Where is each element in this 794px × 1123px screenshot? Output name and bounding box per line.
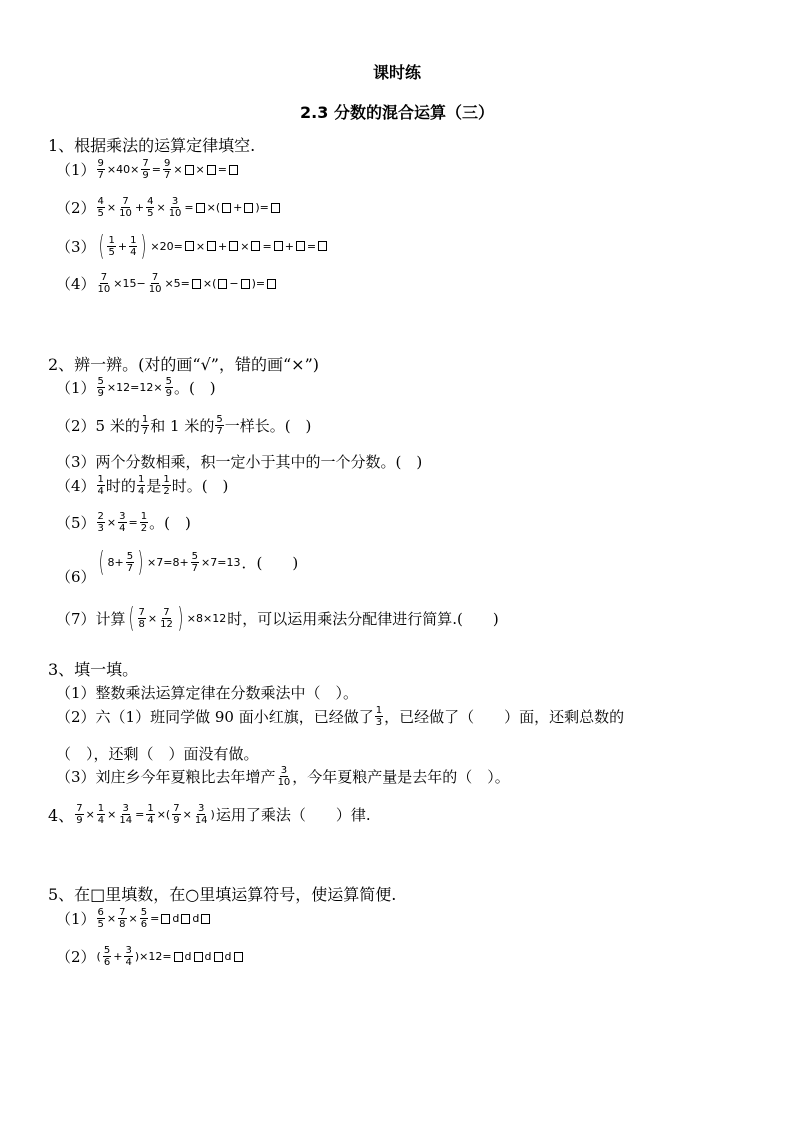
fraction: $\frac{4}{5}$ bbox=[97, 196, 104, 219]
fraction: $\frac{7}{8}$ bbox=[119, 907, 126, 930]
math-text: 运用了乘法（ ）律. bbox=[215, 806, 371, 824]
math-text: × bbox=[182, 808, 192, 821]
item-label: （3） bbox=[56, 237, 96, 256]
fraction: $\frac{7}{8}$ bbox=[138, 606, 145, 630]
math-text: 两个分数相乘，积一定小于其中的一个分数。( ) bbox=[95, 453, 423, 471]
math-text: ×5= bbox=[164, 277, 190, 290]
fraction: 1 3 bbox=[375, 705, 383, 728]
math-text: × bbox=[107, 808, 117, 821]
blank-box[interactable] bbox=[161, 914, 170, 924]
section-5-heading: 5、在□里填数，在○里填运算符号，使运算简便. bbox=[48, 885, 397, 904]
math-text: )= bbox=[255, 201, 269, 214]
math-text: （7） bbox=[56, 609, 96, 628]
math-text: ×7=13 bbox=[201, 555, 241, 569]
math-text: 时，可以运用乘法分配律进行简算.( ) bbox=[227, 609, 499, 628]
s2-item-2 bbox=[56, 414, 311, 437]
math-text: 六（1）班同学做 90 面小红旗，已经做了 bbox=[95, 708, 374, 726]
math-text: 整数乘法运算定律在分数乘法中（ ）。 bbox=[95, 684, 359, 702]
math-text: + bbox=[218, 239, 228, 253]
fraction: $\frac{9}{7}$ bbox=[97, 158, 104, 181]
blank-box[interactable] bbox=[274, 241, 283, 251]
section-1-heading: 1、根据乘法的运算定律填空. bbox=[48, 136, 256, 155]
fraction: 5 7 bbox=[216, 414, 223, 437]
fraction: $\frac{7}{9}$ bbox=[76, 803, 83, 826]
section-3-heading: 3、填一填。 bbox=[48, 660, 139, 679]
blank-box[interactable] bbox=[214, 952, 223, 962]
section-4 bbox=[48, 803, 371, 826]
item-label: （2） bbox=[56, 199, 96, 217]
s3-item-2-cont bbox=[56, 743, 259, 764]
fraction: $\frac{5}{7}$ bbox=[191, 550, 199, 574]
fraction: $\frac{6}{5}$ bbox=[97, 907, 104, 930]
math-text: ×( bbox=[202, 277, 217, 290]
blank-box[interactable] bbox=[185, 165, 194, 175]
math-text: × bbox=[240, 239, 250, 253]
math-text: + bbox=[113, 950, 123, 963]
math-text: ×( bbox=[156, 808, 171, 821]
fraction: $\frac{7}{9}$ bbox=[142, 158, 149, 181]
math-text: （2） bbox=[56, 417, 96, 435]
math-text: 4、 bbox=[48, 806, 75, 825]
math-text: × bbox=[106, 912, 117, 925]
math-text: × bbox=[195, 163, 205, 176]
math-text: = bbox=[150, 912, 160, 925]
s2-item-6 bbox=[56, 545, 299, 586]
math-text: − bbox=[229, 277, 239, 290]
fraction: $\frac{1}{2}$ bbox=[140, 511, 148, 534]
fraction: 3 10 bbox=[277, 765, 291, 788]
s2-item-5 bbox=[56, 511, 191, 534]
math-text: ) bbox=[210, 808, 215, 821]
blank-box[interactable] bbox=[296, 241, 305, 251]
math-text: ( bbox=[98, 545, 104, 578]
s2-item-3 bbox=[56, 451, 422, 472]
blank-box[interactable] bbox=[267, 279, 276, 289]
math-text: ．( ) bbox=[241, 553, 299, 572]
blank-box[interactable] bbox=[174, 952, 183, 962]
blank-box[interactable] bbox=[234, 952, 243, 962]
math-text: ×40× bbox=[106, 163, 140, 176]
math-text: )×12= bbox=[134, 950, 172, 963]
fraction: $\frac{1}{4}$ bbox=[97, 803, 105, 826]
s1-item-2 bbox=[56, 196, 281, 219]
fraction: $\frac{5}{7}$ bbox=[126, 550, 134, 574]
math-text: 。( ) bbox=[149, 514, 191, 532]
math-text: 和 1 米的 bbox=[150, 417, 215, 435]
math-text: （4） bbox=[56, 477, 96, 495]
math-text: （2） bbox=[56, 708, 96, 726]
s5-item-1 bbox=[56, 907, 211, 930]
fraction: 1 4 bbox=[97, 474, 104, 497]
blank-box[interactable] bbox=[181, 914, 190, 924]
math-text: 。( ) bbox=[173, 379, 216, 397]
fraction: 1 5 bbox=[108, 234, 115, 258]
math-text: ，已经做了（ ）面，还剩总数的 bbox=[384, 708, 625, 726]
math-text: ×( bbox=[206, 201, 221, 214]
item-label: （4） bbox=[56, 275, 96, 293]
blank-box[interactable] bbox=[244, 203, 253, 213]
math-text: ×15− bbox=[113, 277, 146, 290]
blank-box[interactable] bbox=[194, 952, 203, 962]
fraction: $\frac{3}{10}$ bbox=[168, 196, 182, 219]
math-text: d bbox=[204, 950, 212, 963]
fraction: $\frac{1}{4}$ bbox=[147, 803, 154, 826]
fraction: $\frac{3}{14}$ bbox=[119, 803, 133, 826]
fraction: 1 2 bbox=[163, 474, 170, 497]
math-text: × bbox=[128, 912, 138, 925]
math-text: d bbox=[184, 950, 192, 963]
fraction: $\frac{9}{7}$ bbox=[163, 158, 171, 181]
math-text: ) bbox=[177, 601, 184, 634]
fraction: $\frac{5}{6}$ bbox=[140, 907, 148, 930]
math-text: 5 米的 bbox=[95, 417, 140, 435]
fraction: 1 7 bbox=[141, 414, 149, 437]
math-text: × bbox=[173, 163, 183, 176]
math-text: + bbox=[117, 239, 128, 253]
math-text: × bbox=[106, 516, 117, 529]
fraction: $\frac{5}{9}$ bbox=[97, 376, 104, 399]
math-text: （3） bbox=[56, 768, 96, 786]
fraction: $\frac{1}{4}$ bbox=[130, 234, 137, 258]
math-text: = bbox=[135, 808, 145, 821]
math-text: d bbox=[192, 912, 200, 925]
section-2-heading: 2、辨一辨。(对的画“√”，错的画“×”) bbox=[48, 355, 319, 374]
math-text: ( bbox=[128, 601, 134, 634]
fraction: 1 4 bbox=[137, 474, 145, 497]
math-text: × bbox=[147, 611, 158, 625]
s2-item-1 bbox=[56, 376, 216, 399]
blank-box[interactable] bbox=[241, 279, 250, 289]
blank-box[interactable] bbox=[218, 279, 227, 289]
item-label: （1） bbox=[56, 161, 96, 179]
fraction: $\frac{7}{10}$ bbox=[148, 272, 162, 295]
blank-box[interactable] bbox=[271, 203, 280, 213]
math-text: + bbox=[284, 239, 294, 253]
math-text: 8+ bbox=[107, 555, 124, 569]
math-text: = bbox=[217, 163, 227, 176]
math-text: + bbox=[134, 201, 145, 214]
s1-item-1 bbox=[56, 158, 239, 181]
math-text: = bbox=[306, 239, 317, 253]
math-text: 时。( ) bbox=[171, 477, 229, 495]
fraction: $\frac{7}{10}$ bbox=[97, 272, 111, 295]
blank-box[interactable] bbox=[192, 279, 201, 289]
blank-box[interactable] bbox=[318, 241, 327, 251]
blank-box[interactable] bbox=[196, 203, 205, 213]
math-text: ) bbox=[137, 545, 144, 578]
s2-item-4 bbox=[56, 474, 228, 497]
math-text: 是 bbox=[146, 477, 162, 495]
math-text: = bbox=[151, 163, 161, 176]
s1-item-4 bbox=[56, 272, 277, 295]
math-text: （2） bbox=[56, 948, 96, 966]
math-text: 一样长。( ) bbox=[224, 417, 312, 435]
fraction: $\frac{7}{12}$ bbox=[160, 606, 173, 630]
math-text: = bbox=[128, 516, 138, 529]
math-text: = bbox=[184, 201, 194, 214]
math-text: × bbox=[85, 808, 95, 821]
page-subtitle: 2.3 分数的混合运算（三） bbox=[300, 103, 494, 122]
page-title: 课时练 bbox=[372, 63, 421, 82]
math-text: ( bbox=[98, 229, 104, 262]
fraction: $\frac{2}{3}$ bbox=[97, 511, 104, 534]
math-text: （6） bbox=[56, 567, 96, 586]
blank-box[interactable] bbox=[251, 241, 260, 251]
math-text: ×8×12 bbox=[186, 611, 227, 625]
fraction: $\frac{7}{10}$ bbox=[119, 196, 132, 219]
math-text: d bbox=[224, 950, 232, 963]
math-text: = bbox=[262, 239, 272, 253]
math-text: 计算 bbox=[95, 609, 126, 628]
math-text: （1） bbox=[56, 910, 96, 928]
math-text: 时的 bbox=[105, 477, 136, 495]
fraction: $\frac{4}{5}$ bbox=[147, 196, 154, 219]
math-text: ( bbox=[96, 950, 101, 963]
math-text: （1） bbox=[56, 684, 96, 702]
math-text: × bbox=[156, 201, 166, 214]
fraction: $\frac{3}{4}$ bbox=[125, 945, 132, 968]
s5-item-2 bbox=[56, 945, 244, 968]
fraction: $\frac{3}{4}$ bbox=[119, 511, 126, 534]
math-text: )= bbox=[251, 277, 266, 290]
math-text: ×20= bbox=[150, 239, 183, 253]
math-text: ，今年夏粮产量是去年的（ ）。 bbox=[292, 768, 510, 786]
math-text: （ ），还剩（ ）面没有做。 bbox=[56, 745, 259, 763]
math-text: × bbox=[195, 239, 206, 253]
math-text: ×7=8+ bbox=[147, 555, 189, 569]
math-text: 刘庄乡今年夏粮比去年增产 bbox=[95, 768, 276, 786]
blank-box[interactable] bbox=[229, 241, 238, 251]
blank-box[interactable] bbox=[222, 203, 231, 213]
math-text: ×12=12× bbox=[106, 381, 163, 394]
math-text: （1） bbox=[56, 379, 96, 397]
blank-box[interactable] bbox=[229, 165, 238, 175]
blank-box[interactable] bbox=[201, 914, 210, 924]
math-text: （5） bbox=[56, 514, 96, 532]
blank-box[interactable] bbox=[185, 241, 194, 251]
fraction: 5 6 bbox=[103, 945, 111, 968]
fraction: $\frac{5}{9}$ bbox=[165, 376, 172, 399]
math-text: d bbox=[172, 912, 180, 925]
s2-item-7 bbox=[56, 601, 499, 634]
math-text: × bbox=[106, 201, 117, 214]
fraction: $\frac{3}{14}$ bbox=[194, 803, 208, 826]
math-text: + bbox=[233, 201, 243, 214]
math-text: （3） bbox=[56, 453, 96, 471]
blank-box[interactable] bbox=[207, 165, 216, 175]
s3-item-2 bbox=[56, 705, 624, 728]
s3-item-1 bbox=[56, 682, 358, 703]
s3-item-3 bbox=[56, 765, 510, 788]
s1-item-3 bbox=[56, 229, 328, 262]
math-text: ) bbox=[141, 229, 147, 262]
blank-box[interactable] bbox=[207, 241, 216, 251]
fraction: $\frac{7}{9}$ bbox=[173, 803, 180, 826]
